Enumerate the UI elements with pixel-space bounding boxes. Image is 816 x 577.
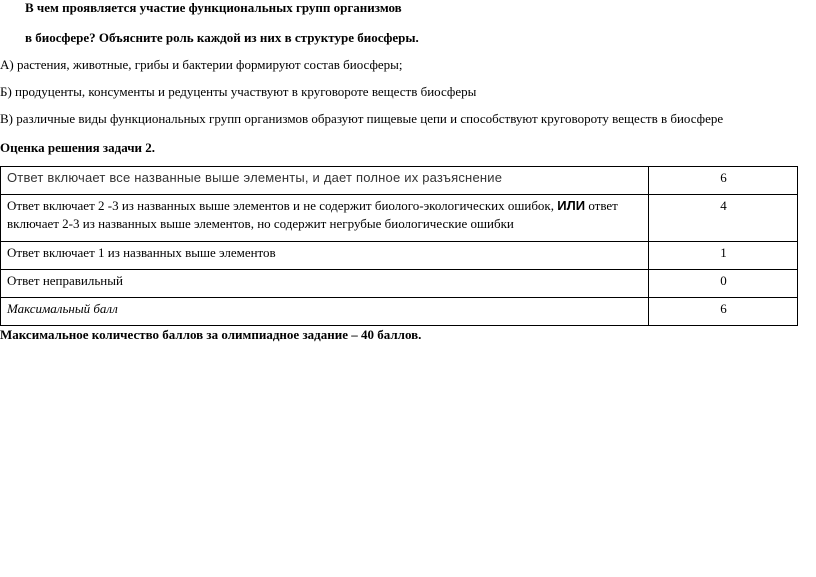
answer-a: А) растения, животные, грибы и бактерии формируют состав биосферы; — [0, 57, 403, 72]
evaluation-title: Оценка решения задачи 2. — [0, 140, 156, 155]
table-row — [1, 195, 798, 242]
grading-table — [0, 166, 798, 326]
criterion-cell: Ответ неправильный — [1, 270, 649, 298]
score-cell: 6 — [649, 167, 798, 195]
criterion-text-part1: Ответ включает 2 -3 из названных выше элементов и не содержит биолого-экологических ошибок, — [7, 198, 558, 213]
footer-max-score: Максимальное количество баллов за олимпиадное задание – 40 баллов. — [0, 327, 422, 342]
answer-c: В) различные виды функциональных групп организмов образуют пищевые цепи и способствуют круговороту веществ в биосфере — [0, 111, 724, 126]
table-row — [1, 242, 798, 270]
score-cell: 6 — [649, 298, 798, 326]
table-row — [1, 270, 798, 298]
score-cell: 0 — [649, 270, 798, 298]
question-line-1: В чем проявляется участие функциональных групп организмов — [25, 0, 402, 15]
criterion-or: ИЛИ — [557, 198, 586, 213]
score-cell: 1 — [649, 242, 798, 270]
table-row — [1, 298, 798, 326]
criterion-cell: Ответ включает 1 из названных выше элементов — [1, 242, 649, 270]
criterion-cell — [1, 195, 649, 242]
answer-b: Б) продуценты, консументы и редуценты участвуют в круговороте веществ биосферы — [0, 84, 477, 99]
question-line-2: в биосфере? Объясните роль каждой из них в структуре биосферы. — [25, 30, 419, 45]
criterion-cell: Ответ включает все названные выше элементы, и дает полное их разъяснение — [1, 167, 649, 195]
criterion-cell: Максимальный балл — [1, 298, 649, 326]
table-row — [1, 167, 798, 195]
score-cell: 4 — [649, 195, 798, 242]
criterion-text-part2: ответ включает 2-3 из названных выше элементов, но содержит негрубые биологические ошибки — [7, 198, 618, 231]
